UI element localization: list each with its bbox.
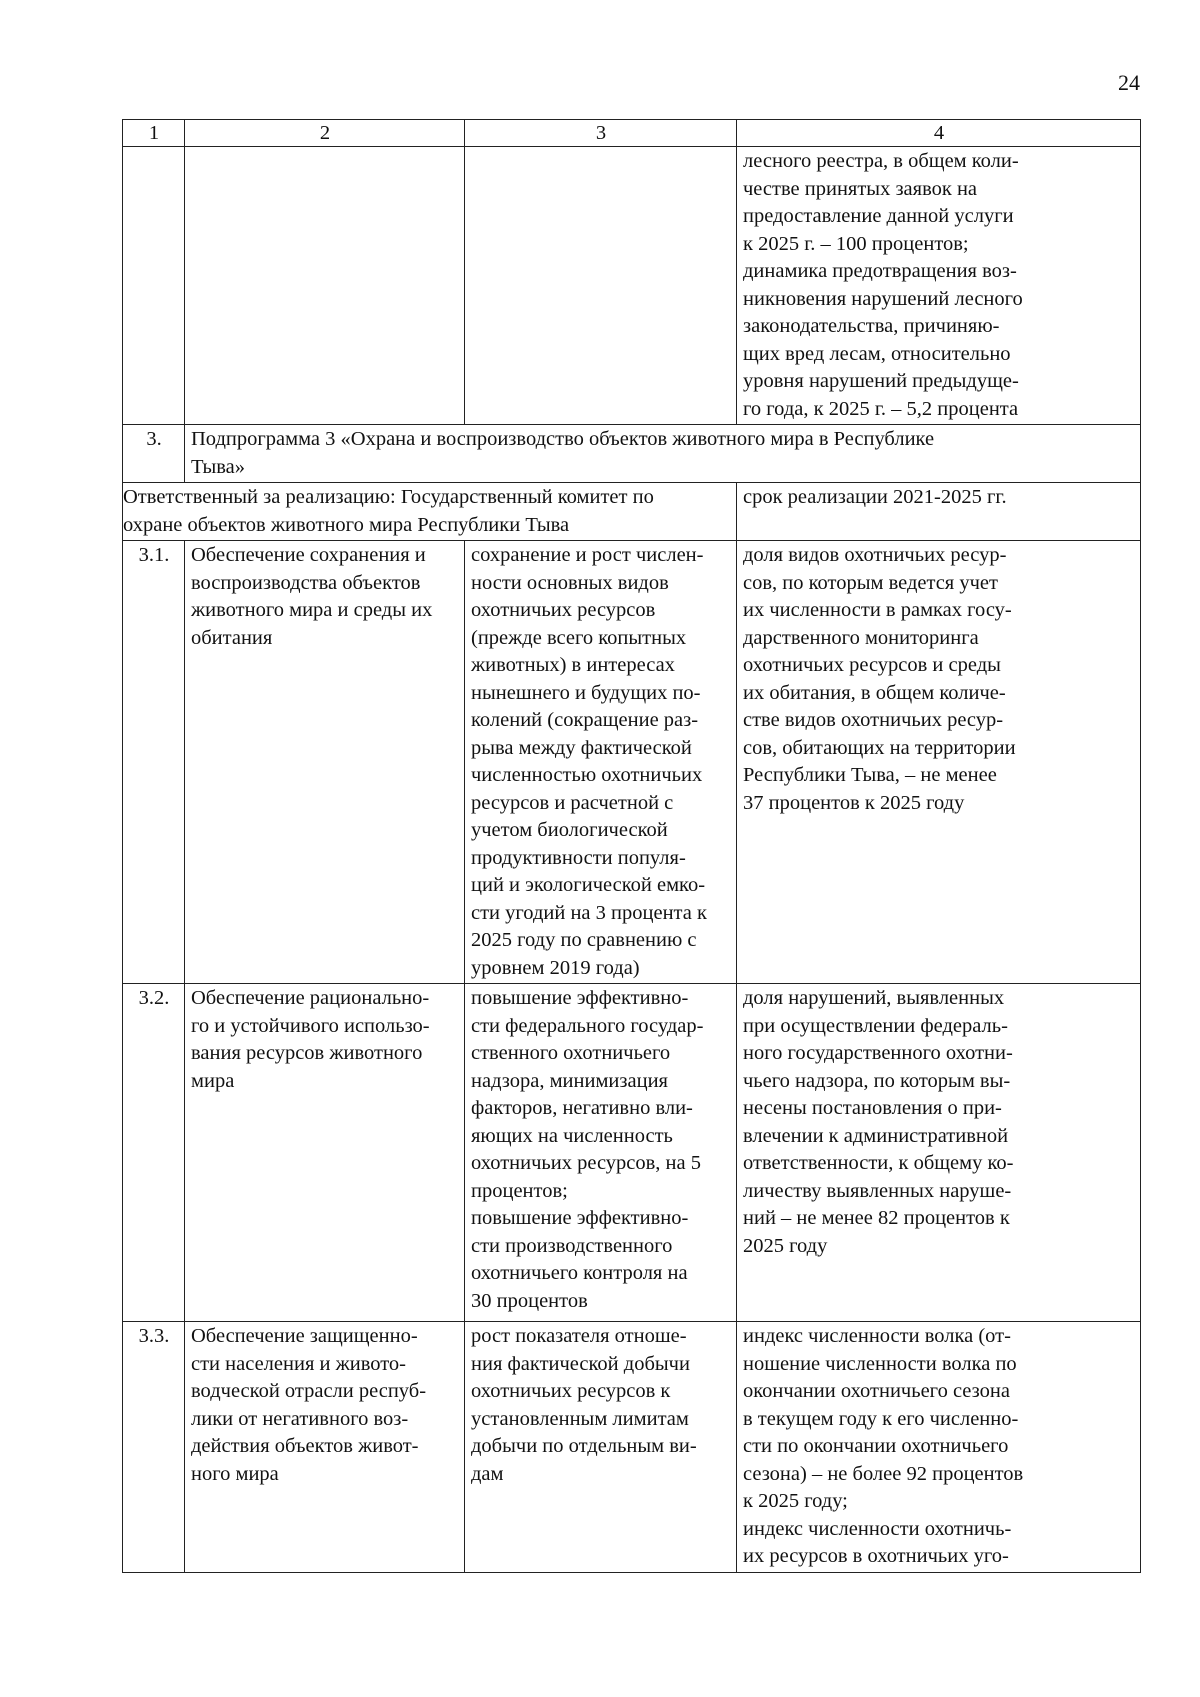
table-row — [123, 984, 1141, 1322]
table-cell-indicator: лесного реестра, в общем коли- честве принятых заявок на предоставление данной услуги к 2025 г. – 100 процентов; динамика предотвращения воз- никновения нарушений лесного законодательства, причиняю- щих вред лесам, относительно уровня нарушений предыдуще- го года, к 2025 г. – 5,2 процента — [737, 147, 1141, 425]
indicator-cell: доля нарушений, выявленных при осуществлении федераль- ного государственного охотни- чьего надзора, по которым вы- несены постановления о при- влечении к административной ответственности, к общему ко- личеству выявленных наруше- ний – не менее 82 процентов к 2025 году — [737, 984, 1141, 1322]
task-cell: Обеспечение сохранения и воспроизводства объектов животного мира и среды их обитания — [185, 541, 465, 984]
result-cell: рост показателя отноше- ния фактической добычи охотничьих ресурсов к установленным лимитам добычи по отдельным ви- дам — [465, 1322, 737, 1573]
indicator-cell: доля видов охотничьих ресур- сов, по которым ведется учет их численности в рамках госу- дарственного мониторинга охотничьих ресурсов и среды их обитания, в общем количе- стве видов охотничьих ресур- сов, обитающих на территории Республики Тыва, – не менее 37 процентов к 2025 году — [737, 541, 1141, 984]
responsible-executor: Ответственный за реализацию: Государственный комитет по охране объектов животного мира Республики Тыва — [123, 483, 737, 541]
table-cell — [465, 147, 737, 425]
subprogram-title: Подпрограмма 3 «Охрана и воспроизводство объектов животного мира в Республике Тыва» — [185, 425, 1141, 483]
table-cell — [123, 147, 185, 425]
task-cell: Обеспечение рационально- го и устойчивого использо- вания ресурсов животного мира — [185, 984, 465, 1322]
subprogram-number: 3. — [123, 425, 185, 483]
measures-table — [122, 119, 1141, 1573]
table-row-continued — [123, 147, 1141, 425]
subprogram-row — [123, 425, 1141, 483]
implementation-term: срок реализации 2021-2025 гг. — [737, 483, 1141, 541]
column-header-4: 4 — [737, 120, 1141, 147]
result-cell: сохранение и рост числен- ности основных видов охотничьих ресурсов (прежде всего копытных животных) в интересах нынешнего и будущих по- колений (сокращение раз- рыва между фактической численностью охотничьих ресурсов и расчетной с учетом биологической продуктивности популя- ций и экологической емко- сти угодий на 3 процента к 2025 году по сравнению с уровнем 2019 года) — [465, 541, 737, 984]
task-cell: Обеспечение защищенно- сти населения и живото- водческой отрасли респуб- лики от негативного воз- действия объектов живот- ного мира — [185, 1322, 465, 1573]
row-number: 3.2. — [123, 984, 185, 1322]
row-number: 3.3. — [123, 1322, 185, 1573]
result-cell: повышение эффективно- сти федерального государ- ственного охотничьего надзора, минимизация факторов, негативно вли- яющих на численность охотничьих ресурсов, на 5 процентов; повышение эффективно- сти производственного охотничьего контроля на 30 процентов — [465, 984, 737, 1322]
column-header-1: 1 — [123, 120, 185, 147]
table-row — [123, 541, 1141, 984]
table-row — [123, 1322, 1141, 1573]
table-header-row — [123, 120, 1141, 147]
row-number: 3.1. — [123, 541, 185, 984]
responsible-row — [123, 483, 1141, 541]
column-header-2: 2 — [185, 120, 465, 147]
table-cell — [185, 147, 465, 425]
column-header-3: 3 — [465, 120, 737, 147]
page-number: 24 — [1118, 70, 1140, 95]
indicator-cell: индекс численности волка (от- ношение численности волка по окончании охотничьего сезона в текущем году к его численно- сти по окончании охотничьего сезона) – не более 92 процентов к 2025 году; индекс численности охотничь- их ресурсов в охотничьих уго- — [737, 1322, 1141, 1573]
